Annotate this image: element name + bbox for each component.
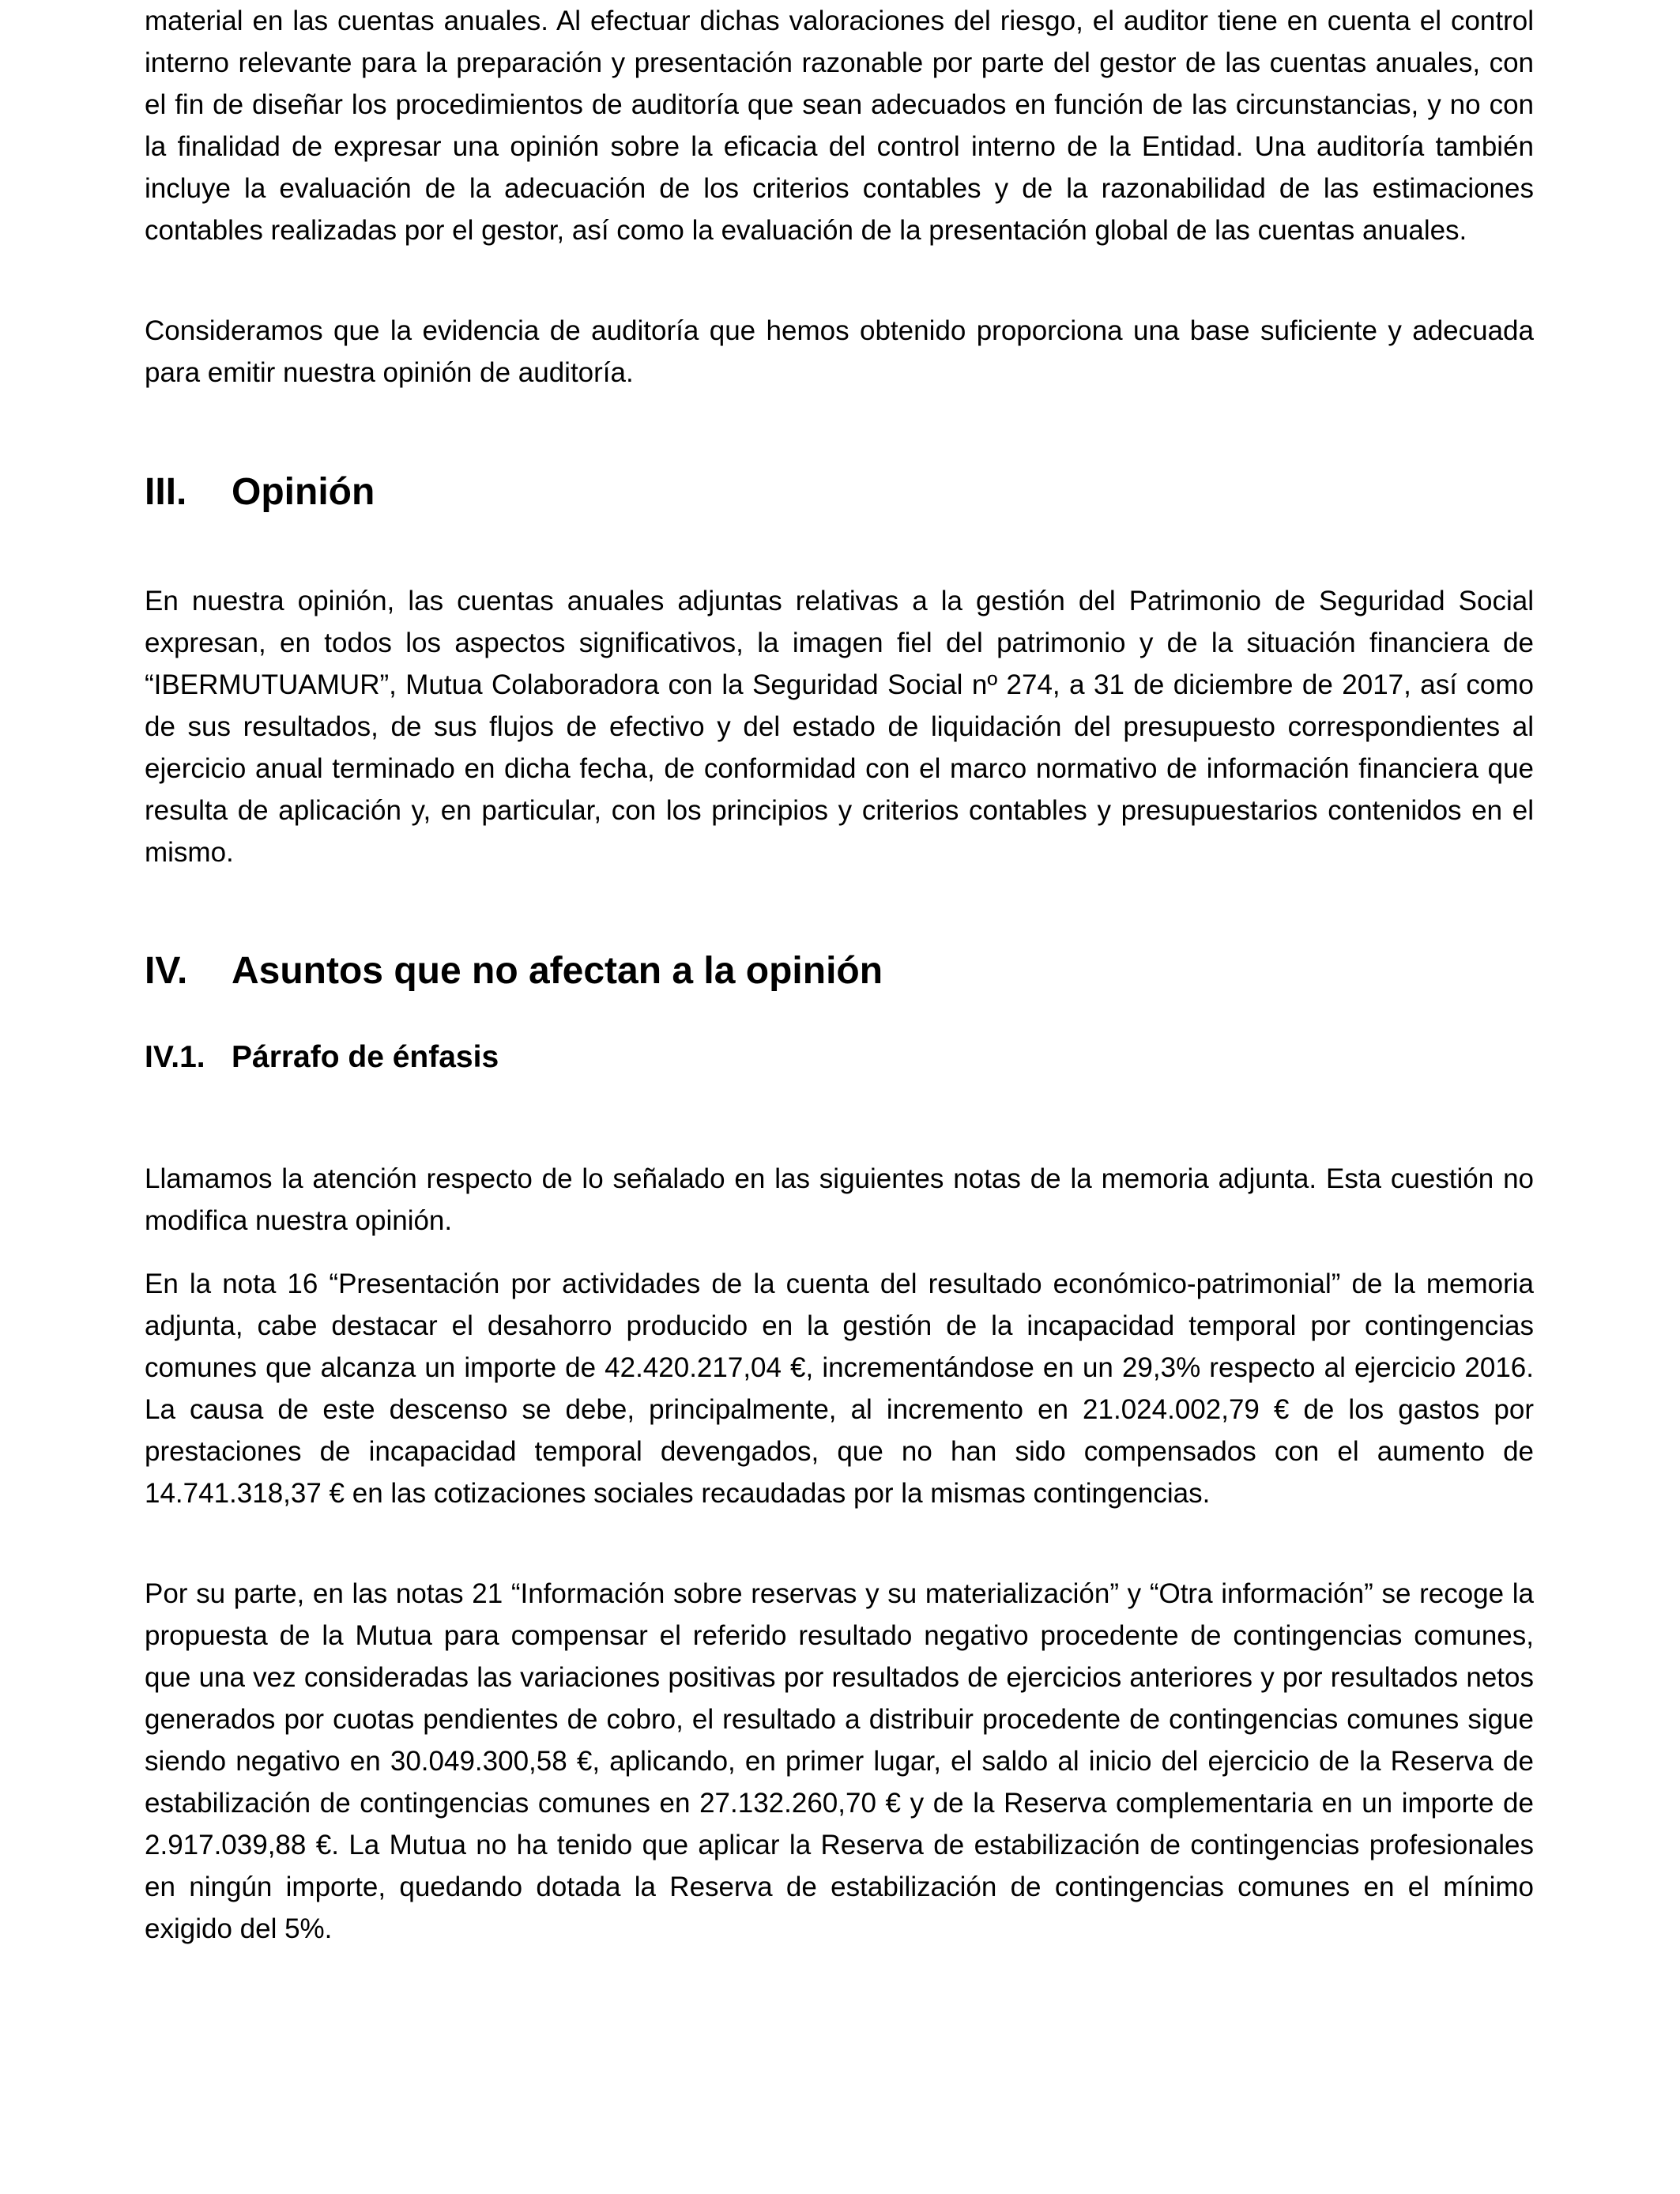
paragraph-opinion: En nuestra opinión, las cuentas anuales adjuntas relativas a la gestión del Patrimonio de Seguridad Social expresan, en todos los aspectos significativos, la imagen fiel del patrimonio y de la situación financiera de “IBERMUTUAMUR”, Mutua Colaboradora con la Seguridad Social nº 274, a 31 de diciembre de 2017, así como de sus resultados, de sus flujos de efectivo y del estado de liquidación del presupuesto correspondientes al ejercicio anual terminado en dicha fecha, de conformidad con el marco normativo de información financiera que resulta de aplicación y, en particular, con los principios y criterios contables y presupuestarios contenidos en el mismo. (145, 586, 1534, 868)
paragraph-audit-risk-assessment: material en las cuentas anuales. Al efectuar dichas valoraciones del riesgo, el auditor tiene en cuenta el control interno relevante para la preparación y presentación razonable por parte del gestor de las cuentas anuales, con el fin de diseñar los procedimientos de auditoría que sean adecuados en función de las circunstancias, y no con la finalidad de expresar una opinión sobre la eficacia del control interno de la Entidad. Una auditoría también incluye la evaluación de la adecuación de los criterios contables y de la razonabilidad de las estimaciones contables realizadas por el gestor, así como la evaluación de la presentación global de las cuentas anuales. (145, 6, 1534, 246)
heading-section-4 (145, 948, 883, 995)
heading-section-4-number: IV. (145, 950, 188, 992)
heading-section-4-1-number: IV.1. (145, 1040, 205, 1074)
heading-section-3-number: III. (145, 471, 187, 513)
heading-section-3 (145, 469, 375, 516)
heading-section-4-1 (145, 1037, 499, 1078)
heading-section-3-title: Opinión (232, 471, 375, 513)
heading-section-4-1-title: Párrafo de énfasis (232, 1040, 499, 1074)
paragraph-note-16: En la nota 16 “Presentación por actividades de la cuenta del resultado económico-patrimonial” de la memoria adjunta, cabe destacar el desahorro producido en la gestión de la incapacidad temporal por contingencias comunes que alcanza un importe de 42.420.217,04 €, incrementándose en un 29,3% respecto al ejercicio 2016. La causa de este descenso se debe, principalmente, al incremento en 21.024.002,79 € de los gastos por prestaciones de incapacidad temporal devengados, que no han sido compensados con el aumento de 14.741.318,37 € en las cotizaciones sociales recaudadas por la mismas contingencias. (145, 1269, 1534, 1509)
paragraph-emphasis-intro: Llamamos la atención respecto de lo señalado en las siguientes notas de la memoria adjunta. Esta cuestión no modifica nuestra opinión. (145, 1163, 1534, 1236)
heading-section-4-title: Asuntos que no afectan a la opinión (232, 950, 883, 992)
paragraph-audit-evidence: Consideramos que la evidencia de auditoría que hemos obtenido proporciona una base suficiente y adecuada para emitir nuestra opinión de auditoría. (145, 315, 1534, 388)
paragraph-note-21: Por su parte, en las notas 21 “Información sobre reservas y su materialización” y “Otra información” se recoge la propuesta de la Mutua para compensar el referido resultado negativo procedente de contingencias comunes, que una vez consideradas las variaciones positivas por resultados de ejercicios anteriores y por resultados netos generados por cuotas pendientes de cobro, el resultado a distribuir procedente de contingencias comunes sigue siendo negativo en 30.049.300,58 €, aplicando, en primer lugar, el saldo al inicio del ejercicio de la Reserva de estabilización de contingencias comunes en 27.132.260,70 € y de la Reserva complementaria en un importe de 2.917.039,88 €. La Mutua no ha tenido que aplicar la Reserva de estabilización de contingencias profesionales en ningún importe, quedando dotada la Reserva de estabilización de contingencias comunes en el mínimo exigido del 5%. (145, 1578, 1534, 1944)
